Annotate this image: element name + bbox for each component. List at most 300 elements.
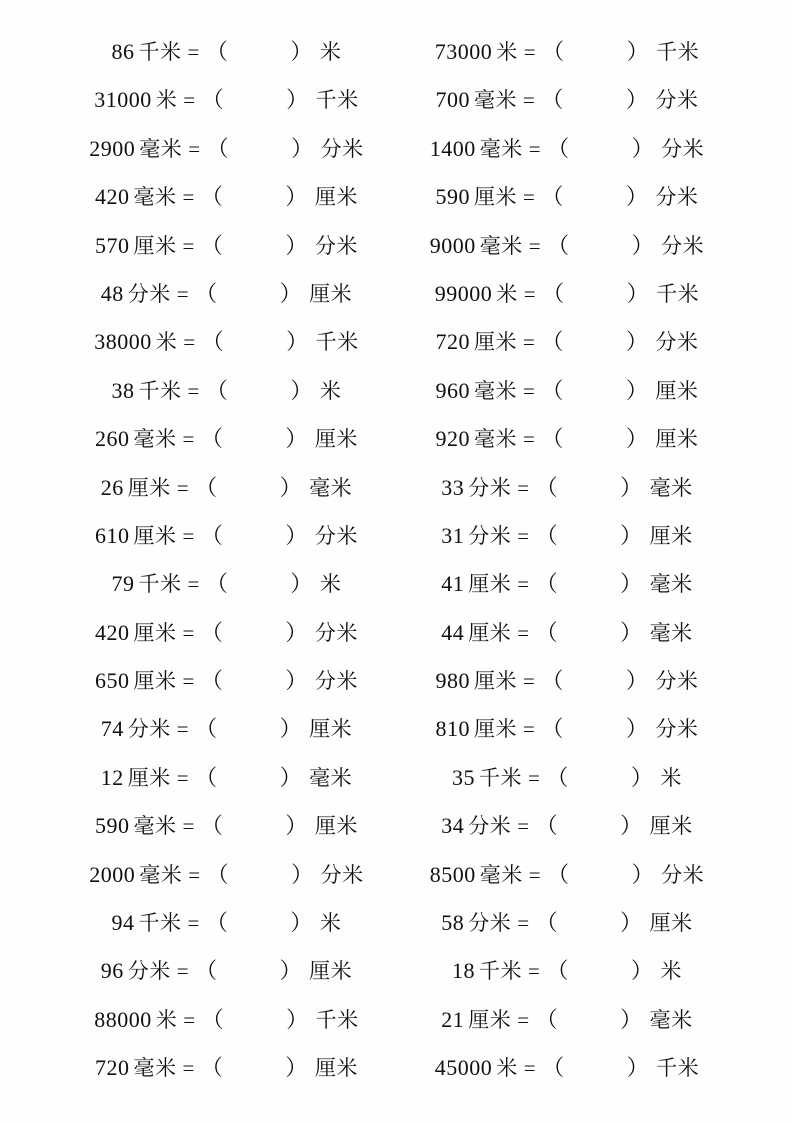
- problem-value: 96: [100, 958, 124, 984]
- problem-row: [62, 379, 731, 427]
- open-paren: （: [195, 475, 218, 501]
- answer-blank[interactable]: [536, 573, 643, 597]
- conversion-problem: [62, 427, 399, 452]
- problem-from-unit: 毫米: [133, 1056, 177, 1081]
- close-paren: ）: [291, 862, 314, 888]
- problem-row: [62, 621, 731, 669]
- close-paren: ）: [620, 1007, 643, 1033]
- problem-to-unit: 分米: [661, 862, 705, 887]
- conversion-problem: [62, 137, 399, 162]
- open-paren: （: [200, 233, 224, 259]
- open-paren: （: [195, 717, 218, 743]
- answer-blank[interactable]: [536, 525, 643, 549]
- problem-value: 9000: [429, 232, 476, 258]
- answer-blank[interactable]: [536, 622, 643, 646]
- problem-from-unit: 厘米: [127, 765, 171, 790]
- problem-from-unit: 分米: [127, 281, 171, 306]
- problem-rows: [62, 40, 731, 1105]
- problem-to-unit: 分米: [661, 136, 705, 161]
- equals-sign: =: [523, 717, 536, 742]
- conversion-problem: [399, 766, 731, 791]
- open-paren: （: [200, 1056, 224, 1082]
- answer-blank[interactable]: [201, 525, 308, 549]
- conversion-problem: [62, 88, 399, 113]
- answer-blank[interactable]: [201, 428, 308, 452]
- problem-from-unit: 分米: [468, 911, 512, 936]
- equals-sign: =: [523, 40, 537, 64]
- problem-value: 21: [441, 1006, 465, 1032]
- problem-from-unit: 分米: [468, 814, 512, 839]
- close-paren: ）: [625, 88, 649, 114]
- answer-blank[interactable]: [536, 477, 643, 501]
- problem-from-unit: 厘米: [133, 620, 177, 645]
- open-paren: （: [200, 185, 224, 211]
- conversion-problem: [62, 1008, 399, 1033]
- equals-sign: =: [523, 378, 536, 403]
- open-paren: （: [541, 427, 564, 453]
- problem-row: [62, 234, 731, 282]
- problem-value: 12: [100, 764, 124, 790]
- answer-blank[interactable]: [202, 331, 309, 355]
- problem-value: 38000: [94, 329, 152, 355]
- problem-to-unit: 米: [319, 40, 342, 64]
- conversion-problem: [399, 379, 731, 404]
- problem-value: 26: [100, 474, 124, 500]
- problem-to-unit: 米: [319, 378, 342, 403]
- answer-blank[interactable]: [195, 283, 302, 307]
- equals-sign: =: [183, 1007, 196, 1032]
- open-paren: （: [546, 765, 569, 791]
- problem-from-unit: 千米: [138, 378, 182, 403]
- equals-sign: =: [523, 88, 536, 113]
- answer-blank[interactable]: [536, 1009, 643, 1033]
- open-paren: （: [205, 378, 229, 404]
- answer-blank[interactable]: [541, 670, 648, 694]
- problem-from-unit: 毫米: [139, 862, 183, 887]
- answer-blank[interactable]: [542, 283, 649, 307]
- problem-from-unit: 毫米: [474, 378, 518, 403]
- problem-to-unit: 毫米: [309, 765, 353, 790]
- answer-blank[interactable]: [536, 912, 643, 936]
- problem-value: 650: [95, 668, 130, 694]
- open-paren: （: [541, 88, 564, 114]
- problem-to-unit: 厘米: [309, 281, 353, 306]
- answer-blank[interactable]: [207, 138, 314, 162]
- answer-blank[interactable]: [541, 428, 648, 452]
- conversion-problem: [399, 137, 731, 162]
- problem-from-unit: 米: [155, 1007, 178, 1032]
- open-paren: （: [200, 427, 224, 453]
- answer-blank[interactable]: [547, 138, 654, 162]
- problem-row: [62, 282, 731, 330]
- equals-sign: =: [517, 620, 530, 645]
- close-paren: ）: [285, 669, 308, 695]
- close-paren: ）: [285, 523, 308, 549]
- problem-row: [62, 911, 731, 959]
- problem-to-unit: 厘米: [309, 959, 353, 984]
- close-paren: ）: [286, 1007, 309, 1033]
- equals-sign: =: [182, 233, 195, 258]
- problem-from-unit: 厘米: [468, 620, 512, 645]
- problem-from-unit: 分米: [468, 475, 512, 500]
- close-paren: ）: [285, 233, 308, 259]
- problem-to-unit: 厘米: [309, 717, 353, 742]
- problem-from-unit: 米: [496, 1056, 518, 1081]
- problem-from-unit: 厘米: [474, 330, 518, 355]
- problem-from-unit: 毫米: [133, 814, 177, 839]
- equals-sign: =: [523, 427, 536, 452]
- problem-to-unit: 厘米: [649, 911, 693, 936]
- equals-sign: =: [523, 669, 536, 694]
- problem-row: [62, 1056, 731, 1104]
- problem-to-unit: 厘米: [649, 523, 693, 548]
- answer-blank[interactable]: [547, 864, 654, 888]
- problem-to-unit: 分米: [320, 862, 364, 887]
- equals-sign: =: [528, 136, 542, 161]
- problem-to-unit: 米: [319, 911, 342, 936]
- equals-sign: =: [523, 185, 536, 210]
- conversion-problem: [399, 88, 731, 113]
- conversion-problem: [62, 282, 399, 307]
- equals-sign: =: [187, 911, 200, 936]
- problem-value: 35: [452, 764, 476, 790]
- equals-sign: =: [182, 620, 195, 645]
- answer-blank[interactable]: [206, 380, 313, 404]
- equals-sign: =: [528, 233, 542, 258]
- conversion-problem: [399, 1008, 731, 1033]
- problem-from-unit: 毫米: [479, 136, 523, 161]
- problem-value: 960: [435, 377, 471, 403]
- problem-to-unit: 分米: [314, 233, 358, 258]
- problem-value: 8500: [429, 861, 476, 887]
- answer-blank[interactable]: [201, 622, 308, 646]
- problem-from-unit: 分米: [468, 523, 512, 548]
- equals-sign: =: [517, 814, 530, 839]
- problem-to-unit: 厘米: [314, 1056, 358, 1081]
- close-paren: ）: [279, 281, 303, 307]
- equals-sign: =: [182, 1056, 195, 1081]
- problem-row: [62, 524, 731, 572]
- problem-value: 2000: [89, 861, 136, 887]
- open-paren: （: [205, 572, 229, 598]
- open-paren: （: [541, 185, 564, 211]
- conversion-problem: [399, 427, 731, 452]
- equals-sign: =: [517, 1007, 530, 1032]
- problem-row: [62, 476, 731, 524]
- problem-to-unit: 厘米: [314, 185, 358, 210]
- close-paren: ）: [285, 814, 308, 840]
- problem-value: 41: [441, 571, 465, 597]
- problem-to-unit: 分米: [314, 620, 358, 645]
- problem-from-unit: 厘米: [133, 523, 177, 548]
- conversion-problem: [399, 476, 731, 501]
- answer-blank[interactable]: [542, 41, 649, 65]
- problem-to-unit: 分米: [655, 185, 699, 210]
- close-paren: ）: [626, 1056, 650, 1082]
- problem-value: 38: [111, 377, 135, 403]
- conversion-problem: [62, 863, 399, 888]
- problem-to-unit: 毫米: [649, 1007, 693, 1032]
- conversion-problem: [62, 669, 399, 694]
- problem-from-unit: 厘米: [468, 572, 512, 597]
- close-paren: ）: [285, 185, 308, 211]
- problem-value: 45000: [434, 1055, 493, 1081]
- open-paren: （: [547, 862, 570, 888]
- equals-sign: =: [188, 136, 201, 161]
- close-paren: ）: [620, 620, 643, 646]
- conversion-problem: [62, 524, 399, 549]
- close-paren: ）: [620, 572, 643, 598]
- problem-from-unit: 千米: [138, 572, 182, 597]
- conversion-problem: [62, 330, 399, 355]
- problem-to-unit: 毫米: [649, 475, 693, 500]
- equals-sign: =: [182, 185, 195, 210]
- problem-to-unit: 千米: [656, 281, 700, 306]
- conversion-problem: [62, 717, 399, 742]
- answer-blank[interactable]: [201, 670, 308, 694]
- problem-from-unit: 米: [155, 330, 178, 355]
- open-paren: （: [535, 1007, 559, 1033]
- problem-row: [62, 863, 731, 911]
- open-paren: （: [205, 911, 229, 937]
- equals-sign: =: [517, 523, 530, 548]
- open-paren: （: [546, 959, 569, 985]
- problem-from-unit: 厘米: [474, 717, 518, 742]
- equals-sign: =: [182, 523, 195, 548]
- problem-value: 58: [441, 910, 465, 936]
- open-paren: （: [541, 378, 564, 404]
- open-paren: （: [542, 1056, 565, 1082]
- close-paren: ）: [631, 233, 655, 259]
- problem-to-unit: 千米: [315, 88, 359, 113]
- open-paren: （: [200, 669, 224, 695]
- problem-from-unit: 毫米: [474, 88, 518, 113]
- problem-value: 590: [95, 813, 130, 839]
- problem-to-unit: 千米: [656, 1056, 700, 1081]
- equals-sign: =: [182, 669, 195, 694]
- answer-blank[interactable]: [207, 864, 314, 888]
- close-paren: ）: [279, 475, 303, 501]
- equals-sign: =: [188, 862, 201, 887]
- problem-value: 420: [95, 184, 130, 210]
- problem-to-unit: 分米: [655, 330, 699, 355]
- equals-sign: =: [182, 814, 195, 839]
- close-paren: ）: [625, 330, 649, 356]
- open-paren: （: [535, 475, 559, 501]
- equals-sign: =: [187, 572, 200, 597]
- problem-value: 18: [452, 958, 476, 984]
- problem-from-unit: 毫米: [479, 862, 523, 887]
- problem-from-unit: 分米: [127, 717, 171, 742]
- problem-row: [62, 88, 731, 136]
- conversion-problem: [62, 234, 399, 259]
- answer-blank[interactable]: [541, 380, 648, 404]
- close-paren: ）: [286, 330, 309, 356]
- conversion-problem: [62, 766, 399, 791]
- problem-value: 88000: [94, 1006, 152, 1032]
- problem-value: 99000: [434, 280, 493, 306]
- conversion-problem: [399, 524, 731, 549]
- close-paren: ）: [620, 814, 643, 840]
- conversion-problem: [399, 814, 731, 839]
- problem-to-unit: 米: [660, 765, 682, 790]
- equals-sign: =: [523, 281, 537, 306]
- answer-blank[interactable]: [206, 41, 313, 65]
- answer-blank[interactable]: [206, 573, 313, 597]
- problem-to-unit: 千米: [315, 1007, 359, 1032]
- problem-row: [62, 137, 731, 185]
- answer-blank[interactable]: [201, 815, 308, 839]
- equals-sign: =: [176, 765, 190, 790]
- close-paren: ）: [620, 911, 643, 937]
- answer-blank[interactable]: [541, 89, 648, 113]
- problem-value: 420: [95, 619, 130, 645]
- problem-from-unit: 毫米: [133, 427, 177, 452]
- open-paren: （: [547, 233, 570, 259]
- problem-from-unit: 厘米: [133, 233, 177, 258]
- problem-from-unit: 千米: [138, 40, 182, 64]
- answer-blank[interactable]: [195, 960, 302, 984]
- answer-blank[interactable]: [542, 1057, 649, 1081]
- open-paren: （: [547, 136, 570, 162]
- problem-value: 700: [435, 87, 471, 113]
- problem-to-unit: 厘米: [655, 378, 699, 403]
- open-paren: （: [542, 40, 565, 65]
- close-paren: ）: [290, 378, 313, 404]
- conversion-problem: [399, 330, 731, 355]
- close-paren: ）: [620, 475, 643, 501]
- answer-blank[interactable]: [536, 815, 643, 839]
- close-paren: ）: [285, 620, 308, 646]
- conversion-problem: [62, 911, 399, 936]
- conversion-problem: [62, 476, 399, 501]
- open-paren: （: [535, 572, 559, 598]
- close-paren: ）: [286, 88, 309, 114]
- conversion-problem: [62, 40, 399, 65]
- problem-from-unit: 米: [496, 40, 518, 64]
- problem-row: [62, 40, 731, 88]
- answer-blank[interactable]: [195, 477, 302, 501]
- answer-blank[interactable]: [195, 767, 302, 791]
- problem-row: [62, 669, 731, 717]
- close-paren: ）: [285, 427, 308, 453]
- problem-value: 570: [95, 232, 130, 258]
- close-paren: ）: [626, 40, 650, 65]
- answer-blank[interactable]: [202, 1009, 309, 1033]
- problem-row: [62, 427, 731, 475]
- problem-from-unit: 毫米: [474, 427, 518, 452]
- conversion-problem: [399, 621, 731, 646]
- equals-sign: =: [176, 959, 190, 984]
- answer-blank[interactable]: [201, 235, 308, 259]
- problem-to-unit: 厘米: [314, 814, 358, 839]
- answer-blank[interactable]: [547, 235, 654, 259]
- answer-blank[interactable]: [206, 912, 313, 936]
- open-paren: （: [535, 523, 559, 549]
- equals-sign: =: [176, 717, 190, 742]
- open-paren: （: [541, 717, 564, 743]
- problem-to-unit: 毫米: [649, 620, 693, 645]
- problem-from-unit: 毫米: [133, 185, 177, 210]
- open-paren: （: [200, 814, 224, 840]
- equals-sign: =: [523, 330, 536, 355]
- problem-value: 720: [435, 329, 471, 355]
- open-paren: （: [200, 523, 224, 549]
- problem-value: 48: [100, 280, 124, 306]
- close-paren: ）: [630, 765, 654, 791]
- conversion-problem: [399, 185, 731, 210]
- problem-from-unit: 千米: [138, 911, 182, 936]
- open-paren: （: [200, 620, 224, 646]
- answer-blank[interactable]: [546, 767, 653, 791]
- open-paren: （: [201, 88, 225, 114]
- close-paren: ）: [631, 862, 655, 888]
- problem-to-unit: 分米: [314, 523, 358, 548]
- open-paren: （: [195, 765, 218, 791]
- answer-blank[interactable]: [541, 331, 648, 355]
- answer-blank[interactable]: [541, 718, 648, 742]
- open-paren: （: [205, 40, 229, 65]
- open-paren: （: [535, 814, 559, 840]
- answer-blank[interactable]: [546, 960, 653, 984]
- close-paren: ）: [279, 717, 303, 743]
- problem-from-unit: 厘米: [474, 669, 518, 694]
- answer-blank[interactable]: [201, 1057, 308, 1081]
- open-paren: （: [542, 281, 565, 307]
- conversion-problem: [62, 1056, 399, 1081]
- problem-from-unit: 米: [496, 281, 518, 306]
- open-paren: （: [206, 862, 230, 888]
- open-paren: （: [195, 281, 218, 307]
- equals-sign: =: [187, 378, 200, 403]
- equals-sign: =: [176, 281, 190, 306]
- equals-sign: =: [523, 1056, 537, 1081]
- conversion-problem: [62, 572, 399, 597]
- answer-blank[interactable]: [202, 89, 309, 113]
- problem-value: 590: [435, 184, 471, 210]
- problem-from-unit: 毫米: [479, 233, 523, 258]
- problem-row: [62, 1008, 731, 1056]
- equals-sign: =: [528, 765, 541, 790]
- problem-row: [62, 766, 731, 814]
- problem-from-unit: 米: [155, 88, 178, 113]
- problem-row: [62, 959, 731, 1007]
- answer-blank[interactable]: [541, 186, 648, 210]
- equals-sign: =: [517, 911, 530, 936]
- open-paren: （: [535, 620, 559, 646]
- open-paren: （: [541, 669, 564, 695]
- problem-to-unit: 分米: [655, 88, 699, 113]
- answer-blank[interactable]: [201, 186, 308, 210]
- equals-sign: =: [183, 330, 196, 355]
- close-paren: ）: [625, 185, 649, 211]
- problem-from-unit: 毫米: [139, 136, 183, 161]
- problem-value: 1400: [429, 135, 476, 161]
- problem-to-unit: 分米: [314, 669, 358, 694]
- problem-to-unit: 厘米: [655, 427, 699, 452]
- conversion-problem: [399, 959, 731, 984]
- problem-from-unit: 厘米: [474, 185, 518, 210]
- answer-blank[interactable]: [195, 718, 302, 742]
- problem-row: [62, 717, 731, 765]
- conversion-problem: [399, 911, 731, 936]
- problem-value: 980: [435, 668, 471, 694]
- open-paren: （: [201, 1007, 225, 1033]
- close-paren: ）: [290, 40, 313, 65]
- problem-value: 610: [95, 522, 130, 548]
- problem-to-unit: 厘米: [649, 814, 693, 839]
- problem-to-unit: 千米: [315, 330, 359, 355]
